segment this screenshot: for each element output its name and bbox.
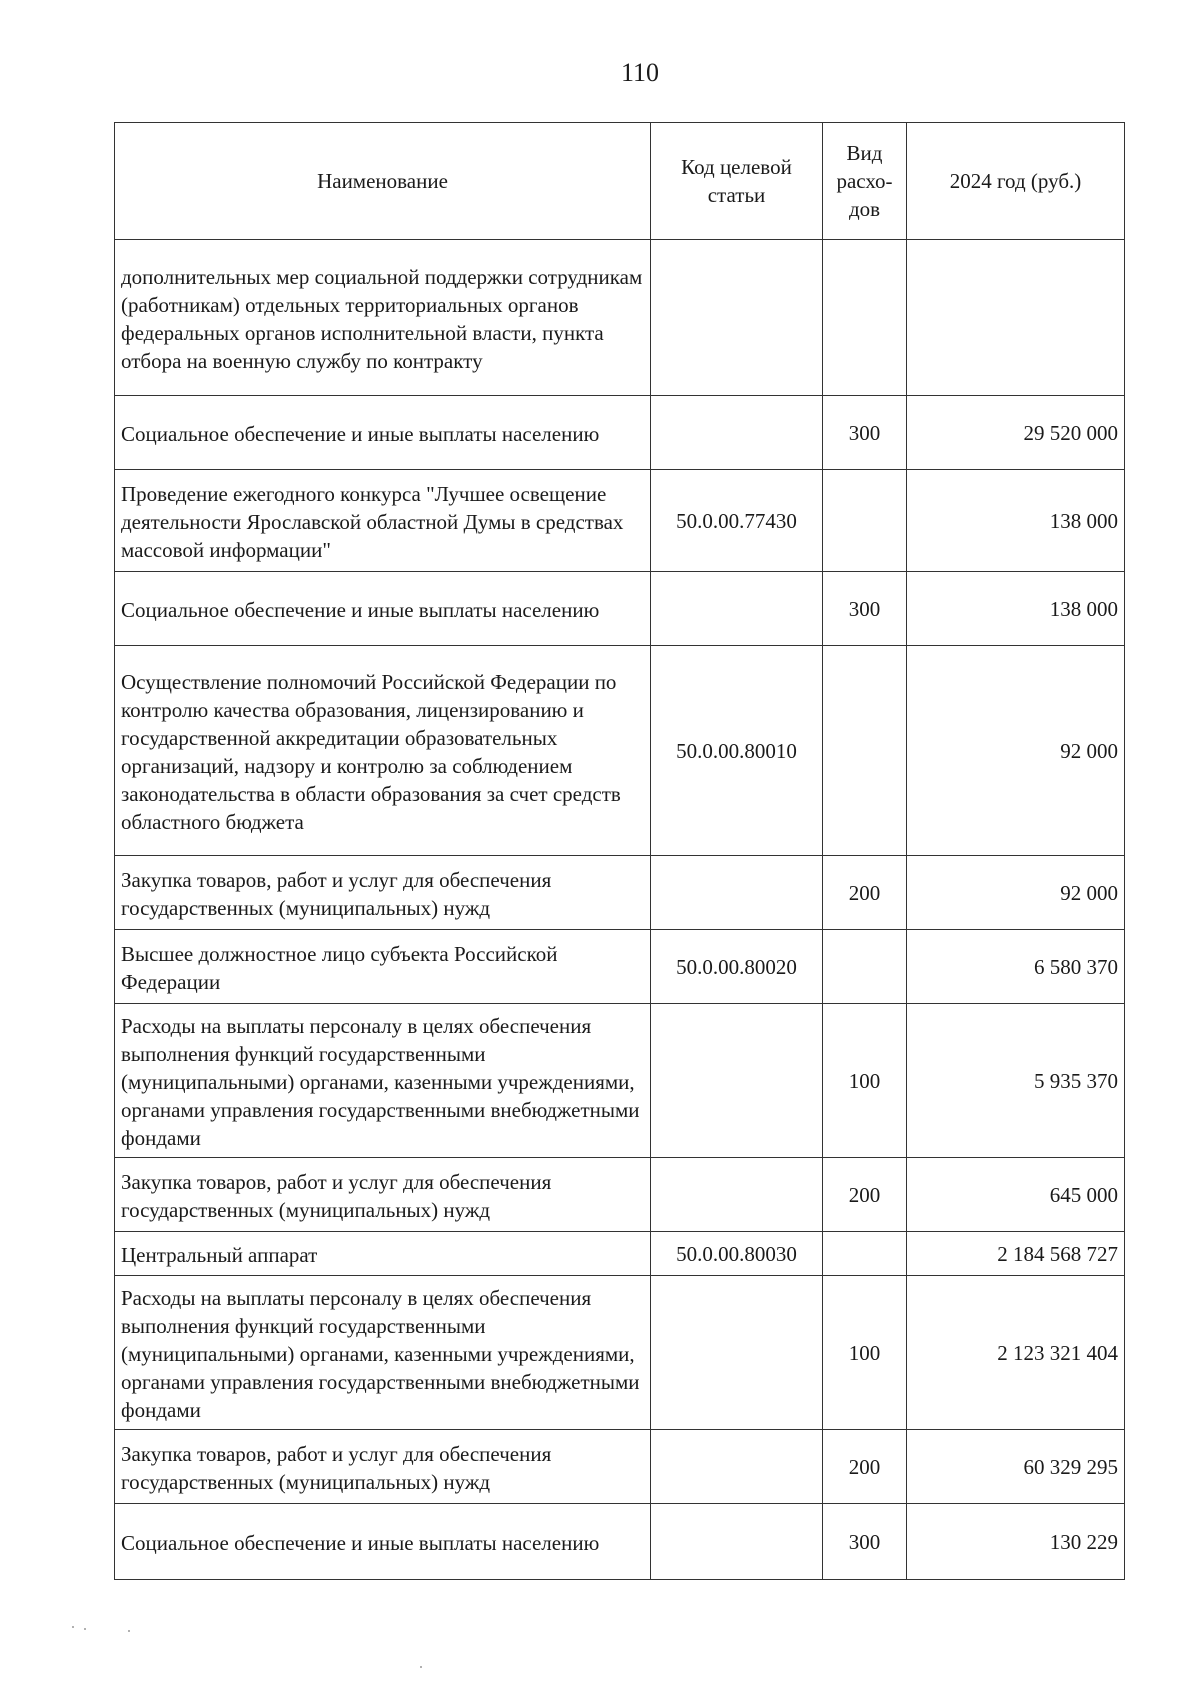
cell-name: Социальное обеспечение и иные выплаты населению — [115, 396, 651, 470]
header-amount: 2024 год (руб.) — [907, 123, 1125, 240]
cell-code: 50.0.00.77430 — [651, 470, 823, 572]
cell-code — [651, 1504, 823, 1580]
budget-table — [114, 122, 1125, 1580]
cell-amount: 6 580 370 — [907, 930, 1125, 1004]
cell-code — [651, 572, 823, 646]
cell-amount: 645 000 — [907, 1158, 1125, 1232]
cell-code: 50.0.00.80020 — [651, 930, 823, 1004]
cell-name: Закупка товаров, работ и услуг для обеспечения государственных (муниципальных) нужд — [115, 1430, 651, 1504]
table-row — [115, 240, 1125, 396]
cell-type: 200 — [823, 1158, 907, 1232]
scan-speck — [72, 1626, 74, 1628]
table-row — [115, 1158, 1125, 1232]
cell-type: 300 — [823, 1504, 907, 1580]
cell-amount: 60 329 295 — [907, 1430, 1125, 1504]
cell-code — [651, 240, 823, 396]
header-name: Наименование — [115, 123, 651, 240]
table-row — [115, 930, 1125, 1004]
cell-name: Проведение ежегодного конкурса "Лучшее освещение деятельности Ярославской областной Думы в средствах массовой информации" — [115, 470, 651, 572]
table-row — [115, 1430, 1125, 1504]
scan-speck — [128, 1630, 130, 1632]
scan-speck — [84, 1628, 86, 1630]
cell-type — [823, 646, 907, 856]
cell-amount — [907, 240, 1125, 396]
cell-code — [651, 1276, 823, 1430]
page-number: 110 — [620, 58, 660, 87]
cell-type: 300 — [823, 572, 907, 646]
cell-type — [823, 240, 907, 396]
cell-name: Расходы на выплаты персоналу в целях обеспечения выполнения функций государственными (муниципальными) органами, казенными учреждениями, органами управления государственными внебюджетными фондами — [115, 1276, 651, 1430]
cell-amount: 138 000 — [907, 572, 1125, 646]
cell-type: 100 — [823, 1276, 907, 1430]
cell-amount: 2 123 321 404 — [907, 1276, 1125, 1430]
header-code: Код целевой статьи — [651, 123, 823, 240]
cell-code — [651, 1158, 823, 1232]
cell-type: 200 — [823, 1430, 907, 1504]
cell-type: 100 — [823, 1004, 907, 1158]
cell-type — [823, 470, 907, 572]
table-row — [115, 470, 1125, 572]
cell-code — [651, 1004, 823, 1158]
table-row — [115, 1004, 1125, 1158]
cell-name: Социальное обеспечение и иные выплаты населению — [115, 572, 651, 646]
cell-name: Закупка товаров, работ и услуг для обеспечения государственных (муниципальных) нужд — [115, 1158, 651, 1232]
table-row — [115, 646, 1125, 856]
cell-amount: 138 000 — [907, 470, 1125, 572]
cell-type — [823, 1232, 907, 1276]
cell-type: 300 — [823, 396, 907, 470]
cell-amount: 130 229 — [907, 1504, 1125, 1580]
table-row — [115, 1504, 1125, 1580]
scan-speck — [420, 1666, 422, 1668]
cell-amount: 29 520 000 — [907, 396, 1125, 470]
table-row — [115, 572, 1125, 646]
cell-code: 50.0.00.80030 — [651, 1232, 823, 1276]
cell-code — [651, 1430, 823, 1504]
cell-amount: 92 000 — [907, 646, 1125, 856]
cell-type — [823, 930, 907, 1004]
cell-amount: 2 184 568 727 — [907, 1232, 1125, 1276]
cell-name: Расходы на выплаты персоналу в целях обеспечения выполнения функций государственными (муниципальными) органами, казенными учреждениями, органами управления государственными внебюджетными фондами — [115, 1004, 651, 1158]
cell-amount: 5 935 370 — [907, 1004, 1125, 1158]
cell-amount: 92 000 — [907, 856, 1125, 930]
cell-code — [651, 856, 823, 930]
cell-code: 50.0.00.80010 — [651, 646, 823, 856]
table-row — [115, 1232, 1125, 1276]
cell-name: дополнительных мер социальной поддержки сотрудникам (работникам) отдельных территориальных органов федеральных органов исполнительной власти, пункта отбора на военную службу по контракту — [115, 240, 651, 396]
table-row — [115, 856, 1125, 930]
table-header-row — [115, 123, 1125, 240]
table-row — [115, 1276, 1125, 1430]
table-row — [115, 396, 1125, 470]
cell-name: Социальное обеспечение и иные выплаты населению — [115, 1504, 651, 1580]
header-type: Вид расхо-дов — [823, 123, 907, 240]
cell-name: Закупка товаров, работ и услуг для обеспечения государственных (муниципальных) нужд — [115, 856, 651, 930]
cell-code — [651, 396, 823, 470]
cell-type: 200 — [823, 856, 907, 930]
cell-name: Высшее должностное лицо субъекта Российской Федерации — [115, 930, 651, 1004]
cell-name: Центральный аппарат — [115, 1232, 651, 1276]
cell-name: Осуществление полномочий Российской Федерации по контролю качества образования, лицензированию и государственной аккредитации образовательных организаций, надзору и контролю за соблюдением законодательства в области образования за счет средств областного бюджета — [115, 646, 651, 856]
